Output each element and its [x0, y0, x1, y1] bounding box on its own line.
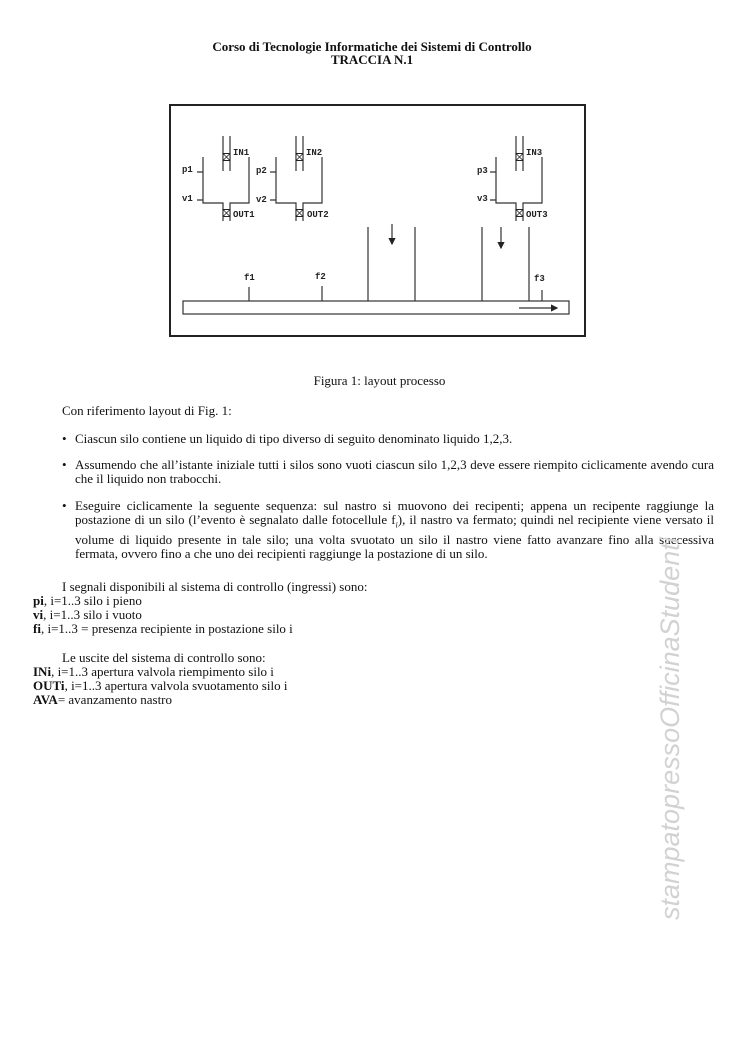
- bullet-icon: •: [62, 431, 67, 446]
- figure-caption: Figura 1: layout processo: [313, 373, 446, 388]
- output-item: INi, i=1..3 apertura valvola riempimento silo i: [33, 664, 274, 679]
- bullet-icon: •: [62, 498, 67, 513]
- label-out1: OUT1: [233, 210, 255, 220]
- valve-icons: [223, 154, 523, 217]
- label-out3: OUT3: [526, 210, 548, 220]
- label-in3: IN3: [526, 148, 543, 158]
- output-item: AVA= avanzamento nastro: [33, 692, 173, 707]
- label-f1: f1: [244, 273, 255, 283]
- label-in1: IN1: [233, 148, 250, 158]
- intro-paragraph: Con riferimento layout di Fig. 1:: [62, 403, 232, 418]
- outputs-intro: Le uscite del sistema di controllo sono:: [62, 650, 266, 665]
- label-out2: OUT2: [307, 210, 329, 220]
- document-subtitle: TRACCIA N.1: [330, 52, 414, 67]
- label-v1: v1: [182, 194, 193, 204]
- bullet-item: • Ciascun silo contiene un liquido di tipo diverso di seguito denominato liquido 1,2,3.: [62, 431, 513, 446]
- bullet-icon: •: [62, 457, 67, 472]
- label-v3: v3: [477, 194, 488, 204]
- inputs-intro: I segnali disponibili al sistema di controllo (ingressi) sono:: [62, 579, 368, 594]
- label-f2: f2: [315, 272, 326, 282]
- label-in2: IN2: [306, 148, 323, 158]
- label-p2: p2: [256, 166, 267, 176]
- output-item: OUTi, i=1..3 apertura valvola svuotamento silo i: [33, 678, 288, 693]
- label-f3: f3: [534, 274, 545, 284]
- bullet-item: • Assumendo che all’istante iniziale tutti i silos sono vuoti ciascun silo 1,2,3 deve essere riempito ciclicamente avendo cura che il liquido non trabocchi.: [62, 457, 714, 486]
- conveyor-belt: [183, 301, 569, 314]
- document-title: Corso di Tecnologie Informatiche dei Sistemi di Controllo: [212, 39, 532, 54]
- watermark: stampatopressoOfficinaStudenti: [655, 537, 685, 920]
- label-p1: p1: [182, 165, 193, 175]
- bullet-item: • Eseguire ciclicamente la seguente sequenza: sul nastro si muovono dei recipenti; appena un recipente raggiunge la postazione di un silo (l’evento è segnalato dalle fotocellule $f_i$), il nastro va fermato; quindi nel recipiente viene versato il volume di liquido presente in tale silo; una volta svuotato un silo il nastro viene fatto avanzare fino alla successiva fermata, ovvero fino a che uno dei recipienti raggiunge la postazione di un silo.: [62, 498, 714, 561]
- input-item: fi, i=1..3 = presenza recipiente in postazione silo i: [33, 621, 293, 636]
- label-p3: p3: [477, 166, 488, 176]
- input-item: vi, i=1..3 silo i vuoto: [33, 607, 142, 622]
- process-layout-figure: [0, 0, 744, 400]
- photocell-sensors: [249, 286, 542, 301]
- label-v2: v2: [256, 195, 267, 205]
- input-item: pi, i=1..3 silo i pieno: [33, 593, 142, 608]
